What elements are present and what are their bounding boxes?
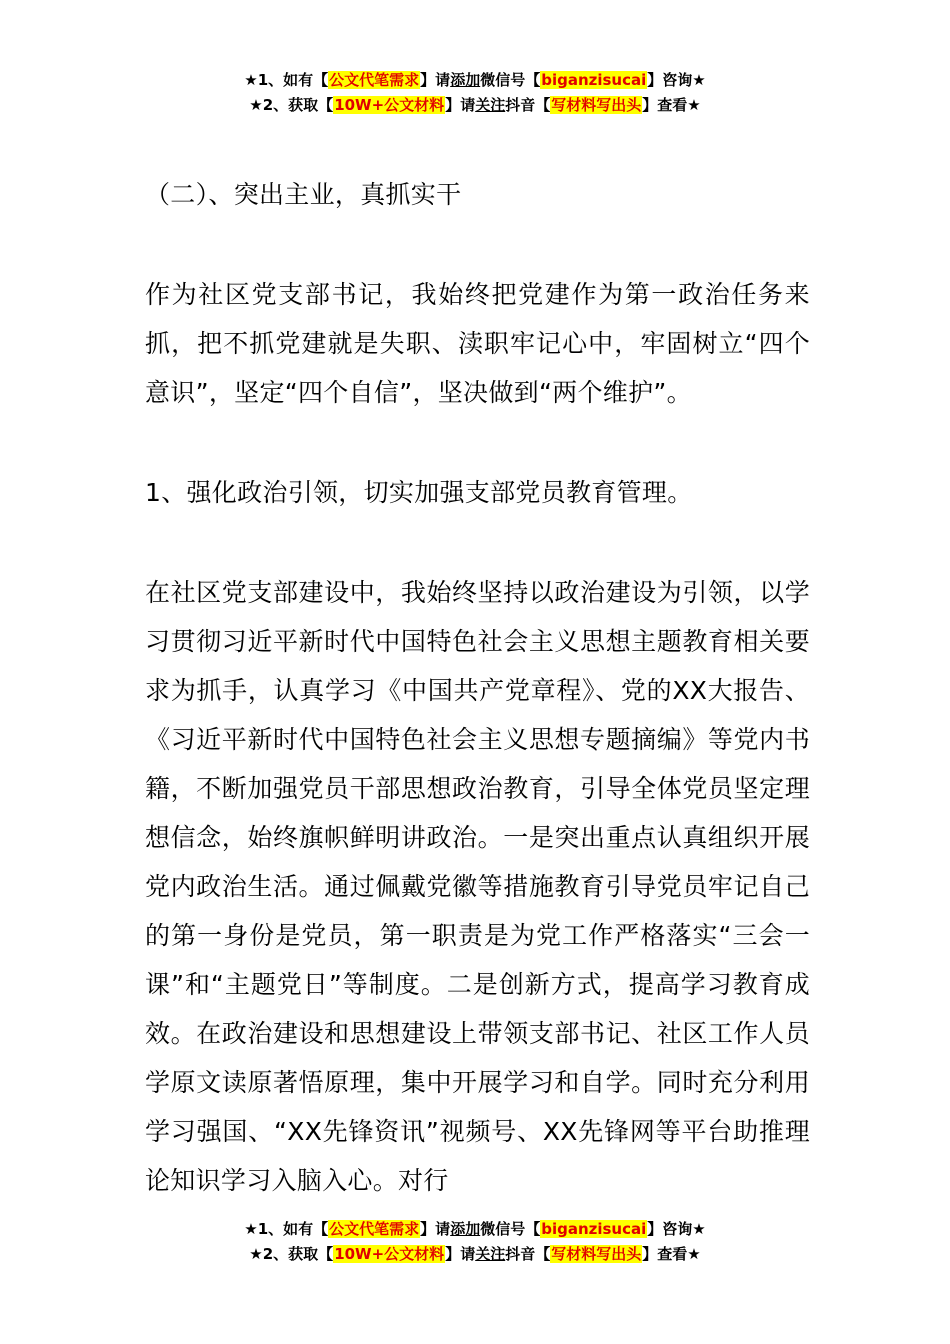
banner-text: 抖音【 [505,1245,551,1263]
banner-line-1 [0,1217,950,1242]
body-paragraph: 作为社区党支部书记，我始终把党建作为第一政治任务来抓，把不抓党建就是失职、渎职牢记心中，牢固树立“四个意识”，坚定“四个自信”，坚决做到“两个维护”。 [145,280,810,407]
banner-highlight: 写材料写出头 [551,1245,642,1263]
banner-text: 】查看★ [642,96,701,114]
banner-text: 】请 [420,71,451,89]
banner-text: 】请 [445,96,476,114]
banner-line-2 [0,1242,950,1267]
body-paragraph: 在社区党支部建设中，我始终坚持以政治建设为引领，以学习贯彻习近平新时代中国特色社会主义思想主题教育相关要求为抓手，认真学习《中国共产党章程》、党的XX大报告、《习近平新时代中国特色社会主义思想专题摘编》等党内书籍，不断加强党员干部思想政治教育，引导全体党员坚定理想信念，始终旗帜鲜明讲政治。一是突出重点认真组织开展党内政治生活。通过佩戴党徽等措施教育引导党员牢记自己的第一身份是党员，第一职责是为党工作严格落实“三会一课”和“主题党日”等制度。二是创新方式，提高学习教育成效。在政治建设和思想建设上带领支部书记、社区工作人员学原文读原著悟原理，集中开展学习和自学。同时充分利用学习强国、“XX先锋资讯”视频号、XX先锋网等平台助推理论知识学习入脑入心。对行 [145,578,810,1195]
banner-highlight: 公文代笔需求 [329,71,420,89]
banner-text: 抖音【 [505,96,551,114]
banner-line-1 [0,68,950,93]
banner-emphasis: 关注 [475,96,506,114]
top-banner [0,68,950,118]
banner-text: 微信号【 [480,1220,541,1238]
banner-emphasis: 添加 [450,1220,481,1238]
banner-highlight: 10W+公文材料 [334,1245,445,1263]
banner-text: ★2、获取【 [249,96,334,114]
banner-text: 微信号【 [480,71,541,89]
banner-text: ★2、获取【 [249,1245,334,1263]
paragraph-1 [145,270,810,417]
section-heading: （二）、突出主业，真抓实干 [145,180,462,209]
banner-text: 】咨询★ [647,71,706,89]
banner-text: 】咨询★ [647,1220,706,1238]
banner-text: 】请 [445,1245,476,1263]
banner-highlight: biganzisucai [541,71,647,89]
bottom-banner [0,1217,950,1267]
banner-text: 】查看★ [642,1245,701,1263]
banner-text: ★1、如有【 [244,71,329,89]
paragraph-2 [145,568,810,1212]
subheading: 1、强化政治引领，切实加强支部党员教育管理。 [145,478,693,507]
banner-text: 】请 [420,1220,451,1238]
banner-line-2 [0,93,950,118]
banner-highlight: biganzisucai [541,1220,647,1238]
banner-highlight: 写材料写出头 [551,96,642,114]
banner-highlight: 10W+公文材料 [334,96,445,114]
banner-highlight: 公文代笔需求 [329,1220,420,1238]
banner-emphasis: 关注 [475,1245,506,1263]
banner-emphasis: 添加 [450,71,481,89]
banner-text: ★1、如有【 [244,1220,329,1238]
subheading-block [145,468,810,517]
document-body [145,170,810,219]
